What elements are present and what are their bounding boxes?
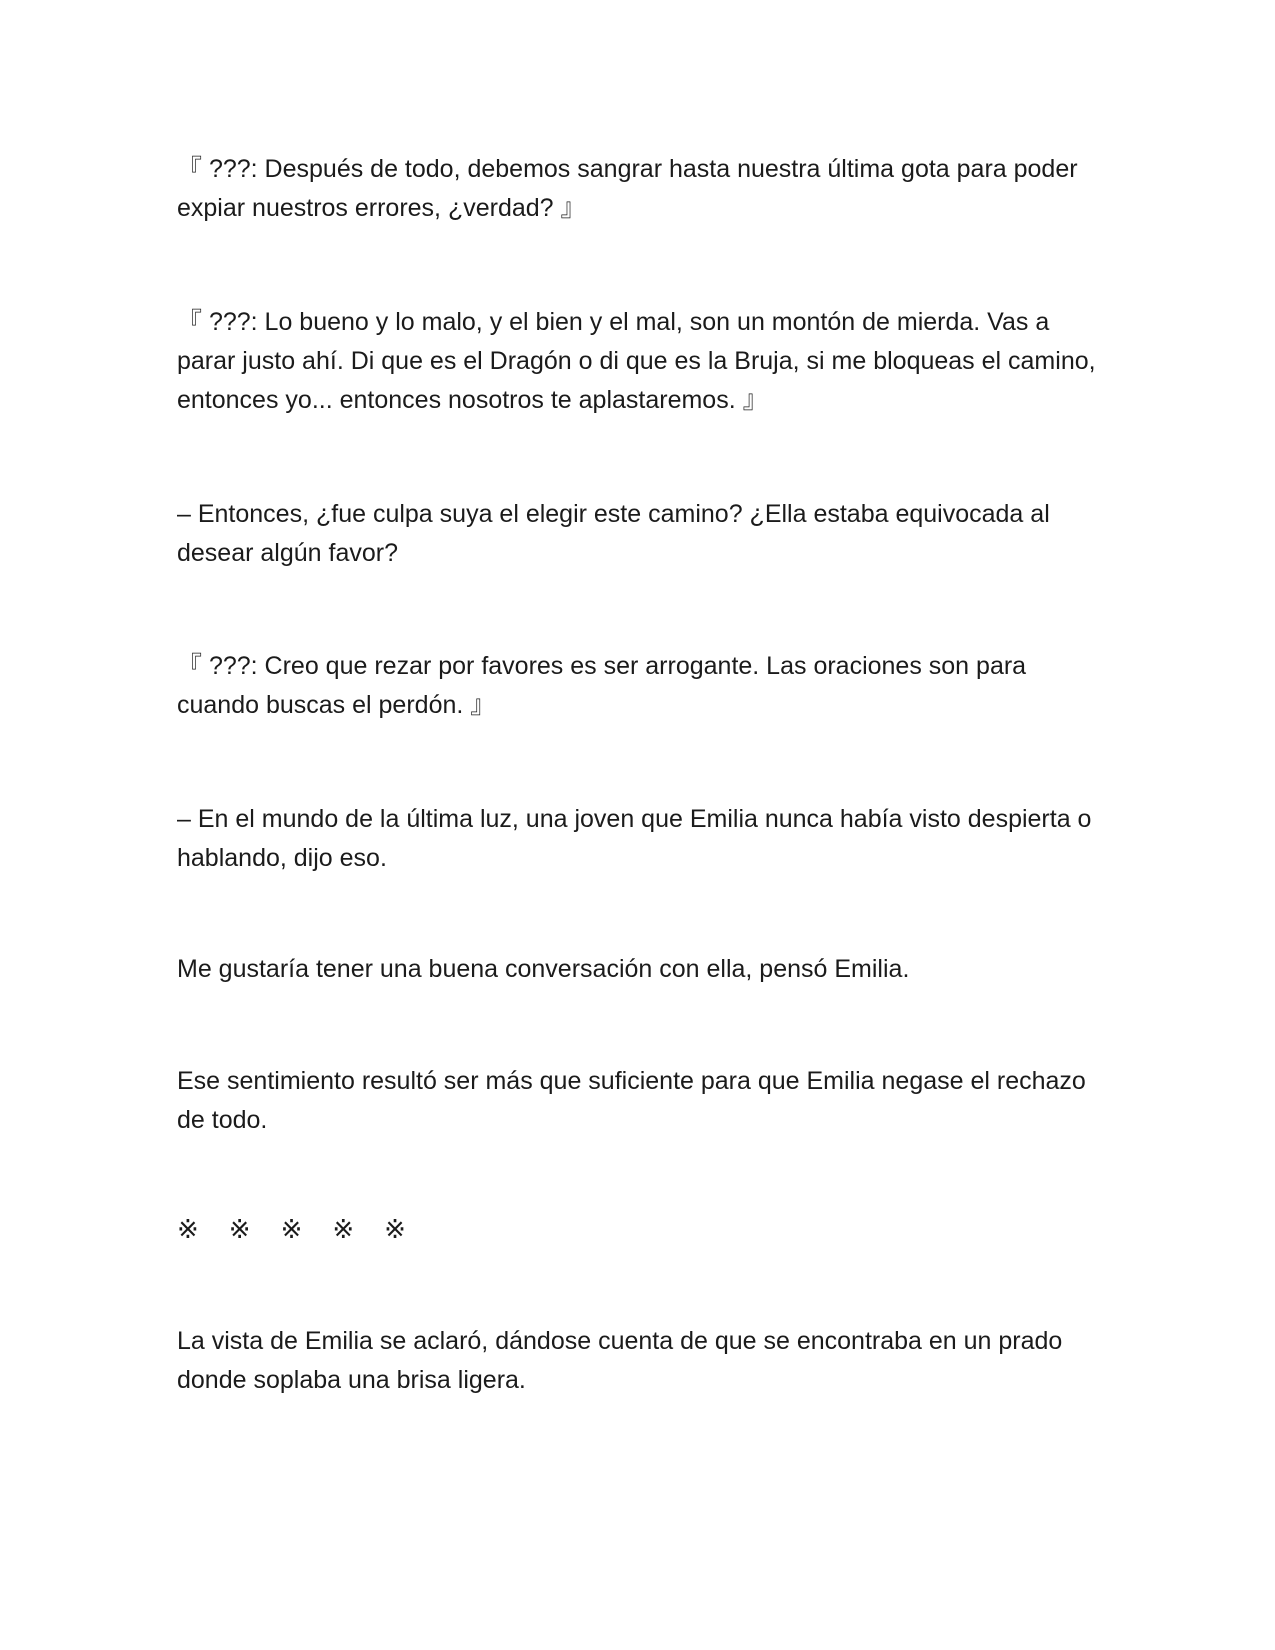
dialogue-paragraph: 『 ???: Después de todo, debemos sangrar hasta nuestra última gota para poder expiar nuestros errores, ¿verdad? 』 (177, 155, 1078, 222)
narration-paragraph: – En el mundo de la última luz, una joven que Emilia nunca había visto despierta o hablando, dijo eso. (177, 805, 1092, 872)
narration-paragraph: Me gustaría tener una buena conversación con ella, pensó Emilia. (177, 955, 910, 983)
narration-paragraph: – Entonces, ¿fue culpa suya el elegir este camino? ¿Ella estaba equivocada al desear algún favor? (177, 500, 1050, 567)
narration-paragraph: La vista de Emilia se aclaró, dándose cuenta de que se encontraba en un prado donde soplaba una brisa ligera. (177, 1327, 1063, 1394)
narration-paragraph: Ese sentimiento resultó ser más que suficiente para que Emilia negase el rechazo de todo. (177, 1067, 1086, 1134)
dialogue-paragraph: 『 ???: Creo que rezar por favores es ser arrogante. Las oraciones son para cuando buscas el perdón. 』 (177, 652, 1027, 719)
dialogue-paragraph: 『 ???: Lo bueno y lo malo, y el bien y el mal, son un montón de mierda. Vas a parar justo ahí. Di que es el Dragón o di que es la Bruja, si me bloqueas el camino, entonces yo... entonces nosotros te aplastaremos. 』 (177, 308, 1096, 414)
scene-separator: ※※※※※ (177, 1215, 436, 1245)
